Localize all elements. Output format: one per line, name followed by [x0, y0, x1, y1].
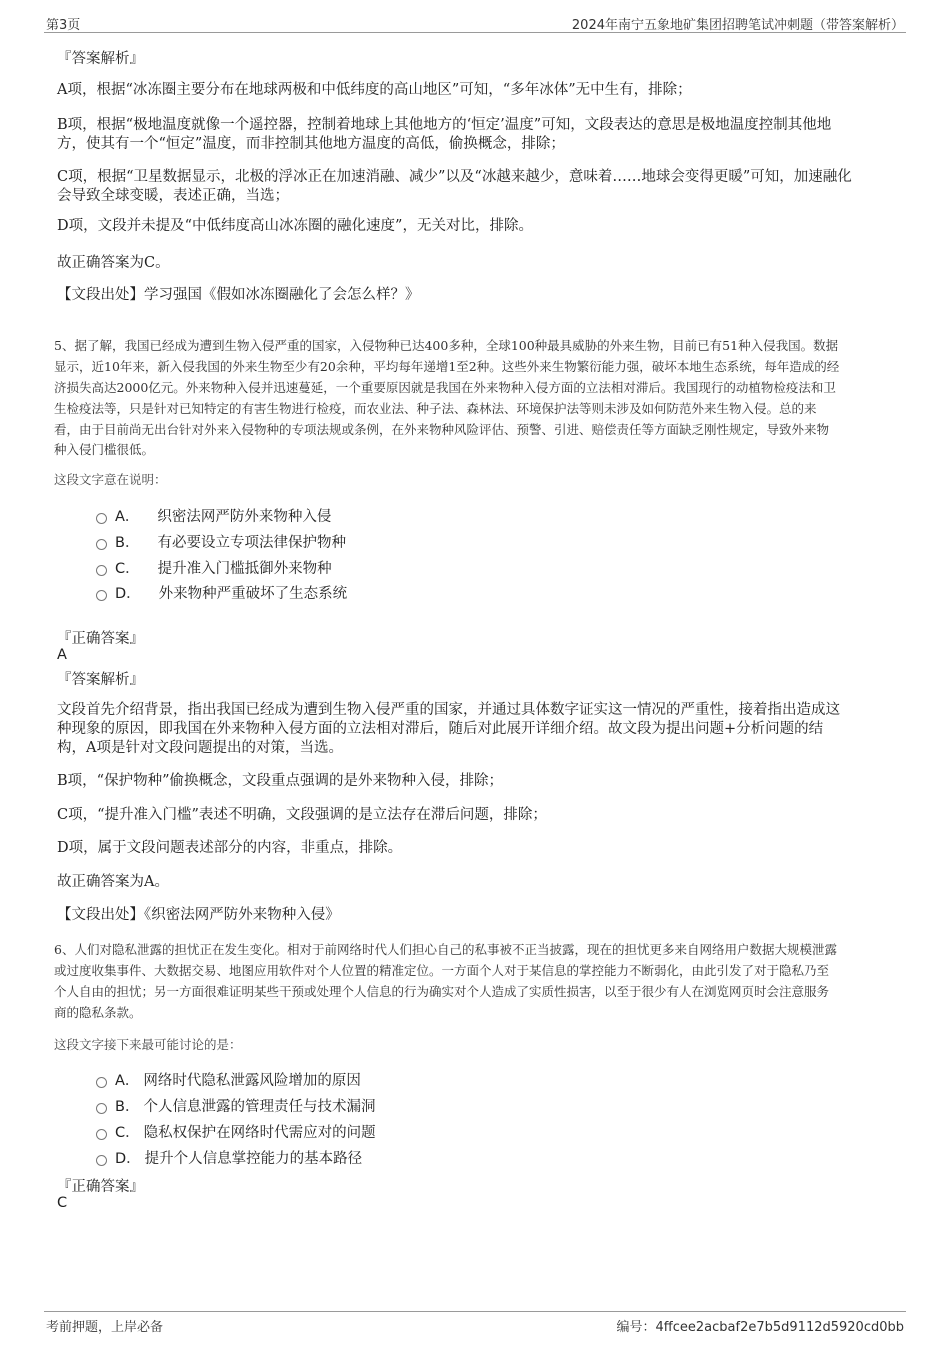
q5-conclusion: 故正确答案为A。	[57, 874, 169, 890]
q5-option-a[interactable]	[96, 504, 331, 526]
q5-analysis-label: 『答案解析』	[57, 672, 144, 688]
option-letter: D．	[115, 1150, 141, 1167]
q6-option-b[interactable]	[96, 1094, 375, 1116]
footer-slogan: 考前押题，上岸必备	[46, 1320, 164, 1335]
radio-icon[interactable]	[96, 513, 107, 524]
q6-prompt: 这段文字接下来最可能讨论的是：	[54, 1037, 242, 1052]
q6-stem-3: 个人自由的担忧；另一方面很难证明某些干预或处理个人信息的行为确实对个人造成了实质性损害，以至于很少有人在浏览网页时会注意服务	[54, 984, 830, 999]
q5-option-d[interactable]	[96, 581, 347, 603]
radio-icon[interactable]	[96, 1129, 107, 1140]
document-code: 编号：4ffcee2acbaf2e7b5d9112d5920cd0bb	[616, 1320, 904, 1335]
option-letter: A．	[115, 1072, 140, 1089]
q6-stem-4: 商的隐私条款。	[54, 1005, 142, 1020]
q5-option-b[interactable]	[96, 530, 346, 552]
q4-conclusion: 故正确答案为C。	[57, 255, 170, 271]
option-text: 隐私权保护在网络时代需应对的问题	[143, 1124, 376, 1141]
q5-analysis-1: 文段首先介绍背景，指出我国已经成为遭到生物入侵严重的国家，并通过具体数字证实这一情况的严重性，接着指出造成这	[57, 702, 840, 718]
page-header	[44, 12, 906, 33]
option-text: 提升个人信息掌控能力的基本路径	[144, 1150, 363, 1167]
option-letter: C．	[115, 560, 140, 577]
q4-source: 【文段出处】学习强国《假如冰冻圈融化了会怎么样？》	[57, 287, 420, 303]
radio-icon[interactable]	[96, 539, 107, 550]
q5-correct-label: 『正确答案』	[57, 631, 144, 647]
q5-stem-1: 5、据了解，我国已经成为遭到生物入侵严重的国家，入侵物种已达400多种，全球100种最具威胁的外来生物，目前已有51种入侵我国。数据	[54, 338, 839, 353]
option-letter: A．	[115, 508, 140, 525]
q6-correct-answer: C	[57, 1195, 68, 1211]
q5-analysis-d: D项，属于文段问题表述部分的内容，非重点，排除。	[57, 840, 403, 856]
radio-icon[interactable]	[96, 590, 107, 601]
option-letter: D．	[115, 585, 141, 602]
q5-source: 【文段出处】《织密法网严防外来物种入侵》	[57, 907, 340, 923]
option-letter: C．	[115, 1124, 140, 1141]
q5-analysis-2: 种现象的原因，即我国在外来物种入侵方面的立法相对滞后，随后对此展开详细介绍。故文段为提出问题+分析问题的结	[57, 721, 824, 737]
q4-analysis-b-2: 方，使其有一个“恒定”温度，而非控制其他地方温度的高低，偷换概念，排除；	[57, 136, 565, 152]
option-text: 有必要设立专项法律保护物种	[157, 534, 346, 551]
q5-analysis-b: B项，“保护物种”偷换概念，文段重点强调的是外来物种入侵，排除；	[57, 773, 503, 789]
option-text: 织密法网严防外来物种入侵	[157, 508, 332, 525]
radio-icon[interactable]	[96, 1155, 107, 1166]
page-footer	[44, 1311, 906, 1334]
q6-stem-2: 或过度收集事件、大数据交易、地图应用软件对个人位置的精准定位。一方面个人对于某信息的掌控能力不断弱化，由此引发了对于隐私乃至	[54, 963, 830, 978]
q6-option-a[interactable]	[96, 1068, 361, 1090]
option-letter: B．	[115, 1098, 140, 1115]
q4-analysis-d: D项，文段并未提及“中低纬度高山冰冻圈的融化速度”，无关对比，排除。	[57, 218, 533, 234]
option-text: 外来物种严重破坏了生态系统	[158, 585, 348, 602]
q4-analysis-a: A项，根据“冰冻圈主要分布在地球两极和中低纬度的高山地区”可知，“多年冰体”无中生有，排除；	[57, 82, 692, 98]
document-title: 2024年南宁五象地矿集团招聘笔试冲刺题（带答案解析）	[571, 18, 904, 33]
q4-analysis-label: 『答案解析』	[57, 51, 144, 67]
option-text: 个人信息泄露的管理责任与技术漏洞	[143, 1098, 376, 1115]
option-text: 提升准入门槛抵御外来物种	[157, 560, 332, 577]
q5-correct-answer: A	[57, 647, 67, 663]
radio-icon[interactable]	[96, 1103, 107, 1114]
q4-analysis-c-2: 会导致全球变暖，表述正确，当选；	[57, 188, 289, 204]
q4-analysis-c-1: C项，根据“卫星数据显示，北极的浮冰正在加速消融、减少”以及“冰越来越少，意味着……地球会变得更暖”可知，加速融化	[57, 169, 852, 185]
q6-stem-1: 6、人们对隐私泄露的担忧正在发生变化。相对于前网络时代人们担心自己的私事被不正当披露，现在的担忧更多来自网络用户数据大规模泄露	[54, 942, 837, 957]
q5-stem-6: 种入侵门槛很低。	[54, 442, 155, 457]
option-text: 网络时代隐私泄露风险增加的原因	[143, 1072, 361, 1089]
q5-option-c[interactable]	[96, 556, 332, 578]
radio-icon[interactable]	[96, 1077, 107, 1088]
q4-analysis-b-1: B项，根据“极地温度就像一个遥控器，控制着地球上其他地方的‘恒定’温度”可知，文段表达的意思是极地温度控制其他地	[57, 117, 832, 133]
q6-option-c[interactable]	[96, 1120, 376, 1142]
option-letter: B．	[115, 534, 140, 551]
radio-icon[interactable]	[96, 565, 107, 576]
q6-correct-label: 『正确答案』	[57, 1179, 144, 1195]
q5-stem-5: 看，由于目前尚无出台针对外来入侵物种的专项法规或条例，在外来物种风险评估、预警、引进、赔偿责任等方面缺乏刚性规定，导致外来物	[54, 422, 830, 437]
q5-analysis-c: C项，“提升准入门槛”表述不明确，文段强调的是立法存在滞后问题，排除；	[57, 807, 547, 823]
q6-option-d[interactable]	[96, 1146, 362, 1168]
page-number: 第3页	[46, 18, 81, 33]
q5-prompt: 这段文字意在说明：	[54, 472, 167, 487]
q5-stem-4: 生检疫法等，只是针对已知特定的有害生物进行检疫，而农业法、种子法、森林法、环境保护法等则未涉及如何防范外来生物入侵。总的来	[54, 401, 817, 416]
q5-stem-2: 显示，近10年来，新入侵我国的外来生物至少有20余种，平均每年递增1至2种。这些外来生物繁衍能力强，破坏本地生态系统，每年造成的经	[54, 359, 840, 374]
q5-stem-3: 济损失高达2000亿元。外来物种入侵并迅速蔓延，一个重要原因就是我国在外来物种入侵方面的立法相对滞后。我国现行的动植物检疫法和卫	[54, 380, 836, 395]
q5-analysis-3: 构，A项是针对文段问题提出的对策，当选。	[57, 740, 343, 756]
